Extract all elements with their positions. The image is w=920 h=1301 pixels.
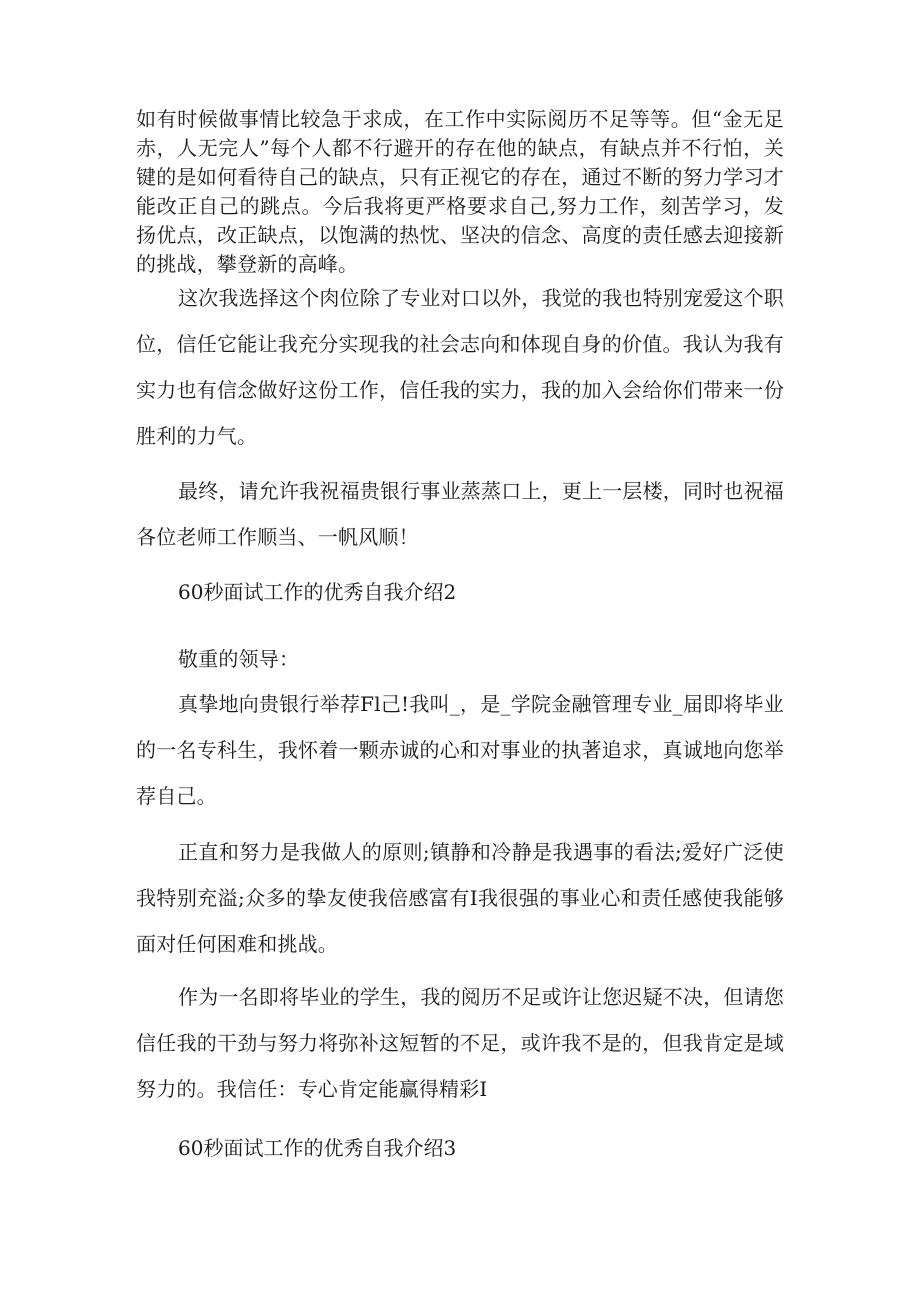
paragraph-principles: 正直和努力是我做人的原则;镇静和冷静是我遇事的看法;爱好广泛使我特别充溢;众多的挚友使我倍感富有I我很强的事业心和责任感使我能够面对任何困难和挑战。 [136, 840, 784, 956]
section-heading-2: 60秒面试工作的优秀自我介绍2 [178, 580, 457, 604]
paragraph-closing-wishes: 最终，请允许我祝福贵银行事业蒸蒸口上，更上一层楼，同时也祝福各位老师工作顺当、一帆风顺！ [136, 479, 784, 549]
paragraph-shortcomings: 如有时候做事情比较急于求成，在工作中实际阅历不足等等。但“金无足赤，人无完人”每个人都不行避开的存在他的缺点，有缺点并不行怕，关键的是如何看待自己的缺点，只有正视它的存在，通过不断的努力学习才能改正自己的跳点。今后我将更严格要求自己,努力工作，刻苦学习，发扬优点，改正缺点，以饱满的热忱、坚决的信念、高度的责任感去迎接新的挑战，攀登新的高峰。 [136, 107, 784, 276]
paragraph-position-choice: 这次我选择这个肉位除了专业对口以外，我觉的我也特别宠爱这个职位，信任它能让我充分实现我的社会志向和体现自身的价值。我认为我有实力也有信念做好这份工作，信任我的实力，我的加入会给你们带来一份胜利的力气。 [136, 286, 784, 448]
paragraph-self-recommendation: 真挚地向贵银行举荐Fl己!我叫_，是_学院金融管理专业_届即将毕业的一名专科生，我怀着一颗赤诚的心和对事业的执著追求，真诚地向您举荐自己。 [136, 692, 784, 808]
paragraph-graduate-effort: 作为一名即将毕业的学生，我的阅历不足或许让您迟疑不决，但请您信任我的干劲与努力将弥补这短暂的不足，或许我不是的，但我肯定是域努力的。我信任：专心肯定能赢得精彩I [136, 985, 784, 1101]
greeting-line: 敬重的领导： [178, 647, 300, 671]
section-heading-3: 60秒面试工作的优秀自我介绍3 [178, 1136, 457, 1160]
